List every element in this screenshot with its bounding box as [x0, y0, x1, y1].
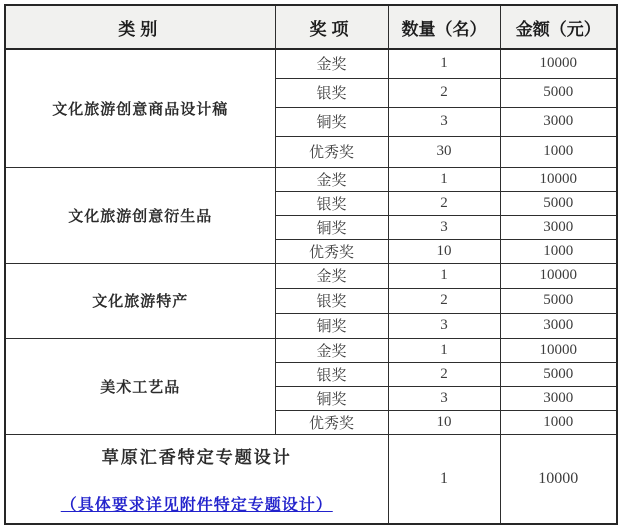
award-cell: 优秀奖: [275, 239, 388, 263]
award-cell: 优秀奖: [275, 410, 388, 434]
header-row: [5, 5, 617, 49]
award-cell: 金奖: [275, 263, 388, 288]
category-cell-specialty: 文化旅游特产: [5, 263, 275, 338]
amount-cell: 1000: [500, 410, 617, 434]
category-cell-derivatives: 文化旅游创意衍生品: [5, 167, 275, 263]
amount-cell: 10000: [500, 167, 617, 191]
amount-cell: 10000: [500, 263, 617, 288]
quantity-cell: 1: [388, 434, 500, 524]
quantity-cell: 10: [388, 239, 500, 263]
amount-cell: 3000: [500, 215, 617, 239]
amount-cell: 10000: [500, 434, 617, 524]
quantity-cell: 3: [388, 313, 500, 338]
special-title: 草原汇香特定专题设计: [101, 447, 292, 467]
table-row: [5, 263, 617, 288]
table-row: [5, 49, 617, 78]
award-cell: 优秀奖: [275, 136, 388, 167]
amount-cell: 10000: [500, 338, 617, 362]
quantity-cell: 3: [388, 215, 500, 239]
award-cell: 金奖: [275, 167, 388, 191]
amount-cell: 3000: [500, 313, 617, 338]
category-cell-arts-crafts: 美术工艺品: [5, 338, 275, 434]
header-quantity: 数量（名）: [388, 5, 500, 49]
award-cell: 金奖: [275, 338, 388, 362]
award-cell: 银奖: [275, 191, 388, 215]
quantity-cell: 10: [388, 410, 500, 434]
award-table: [4, 4, 618, 525]
table-row: [5, 167, 617, 191]
amount-cell: 5000: [500, 288, 617, 313]
quantity-cell: 2: [388, 288, 500, 313]
special-category-cell: [5, 434, 388, 524]
amount-cell: 5000: [500, 362, 617, 386]
special-attachment-link[interactable]: （具体要求详见附件特定专题设计）: [60, 496, 333, 514]
quantity-cell: 30: [388, 136, 500, 167]
quantity-cell: 1: [388, 263, 500, 288]
award-cell: 铜奖: [275, 107, 388, 136]
award-cell: 铜奖: [275, 313, 388, 338]
amount-cell: 3000: [500, 386, 617, 410]
table-row: [5, 338, 617, 362]
special-cell-content: [6, 435, 388, 523]
quantity-cell: 2: [388, 362, 500, 386]
award-cell: 铜奖: [275, 386, 388, 410]
quantity-cell: 1: [388, 49, 500, 78]
quantity-cell: 1: [388, 338, 500, 362]
table-row-special: [5, 434, 617, 524]
quantity-cell: 3: [388, 386, 500, 410]
quantity-cell: 2: [388, 78, 500, 107]
award-cell: 银奖: [275, 288, 388, 313]
quantity-cell: 2: [388, 191, 500, 215]
header-category: 类别: [5, 5, 275, 49]
amount-cell: 3000: [500, 107, 617, 136]
award-cell: 银奖: [275, 78, 388, 107]
header-award: 奖项: [275, 5, 388, 49]
amount-cell: 1000: [500, 136, 617, 167]
award-cell: 银奖: [275, 362, 388, 386]
amount-cell: 10000: [500, 49, 617, 78]
quantity-cell: 1: [388, 167, 500, 191]
award-cell: 金奖: [275, 49, 388, 78]
amount-cell: 5000: [500, 78, 617, 107]
quantity-cell: 3: [388, 107, 500, 136]
award-cell: 铜奖: [275, 215, 388, 239]
header-amount: 金额（元）: [500, 5, 617, 49]
category-cell-design-draft: 文化旅游创意商品设计稿: [5, 49, 275, 167]
amount-cell: 1000: [500, 239, 617, 263]
amount-cell: 5000: [500, 191, 617, 215]
